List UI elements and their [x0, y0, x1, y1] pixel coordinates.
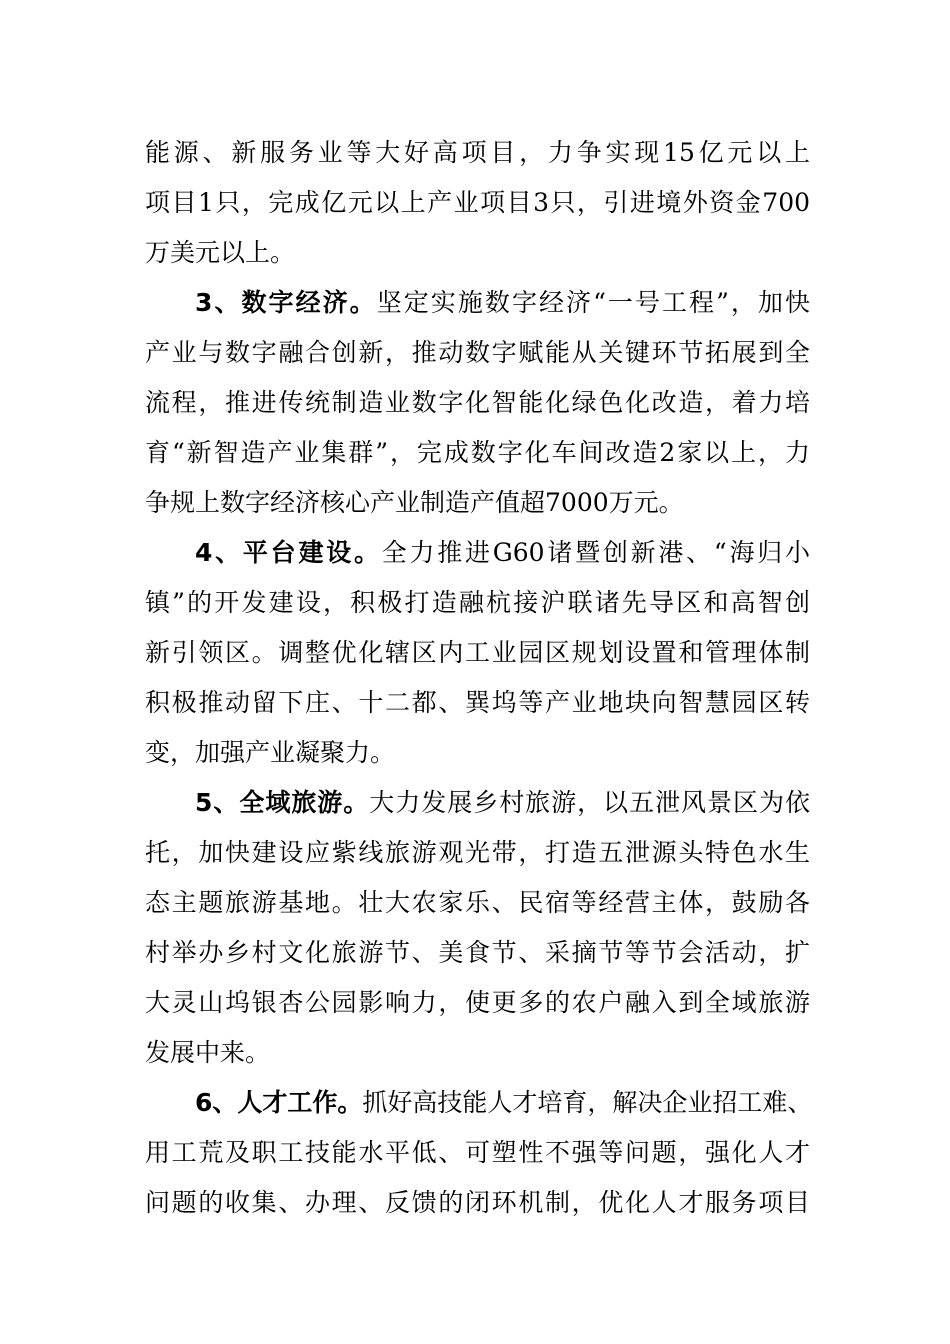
text-line: 发展中来。 — [145, 1038, 271, 1067]
text-line: 产业与数字融合创新，推动数字赋能从关键环节拓展到全 — [145, 338, 810, 367]
text-line: 问题的收集、办理、反馈的闭环机制，优化人才服务项目 — [145, 1188, 810, 1217]
section-heading: 4、平台建设。 — [195, 538, 382, 567]
paragraph-energy — [145, 128, 810, 278]
text-line-body: 抓好高技能人才培育，解决企业招工难、 — [362, 1088, 813, 1117]
paragraph-tourism — [145, 778, 810, 1078]
text-line: 万美元以上。 — [145, 238, 296, 267]
text-line: 积极推动留下庄、十二都、巽坞等产业地块向智慧园区转 — [145, 688, 810, 717]
text-line: 新引领区。调整优化辖区内工业园区规划设置和管理体制 — [145, 638, 810, 667]
paragraph-digital-economy — [145, 278, 810, 528]
text-line: 托，加快建设应紫线旅游观光带，打造五泄源头特色水生 — [145, 838, 810, 867]
text-line: 村举办乡村文化旅游节、美食节、采摘节等节会活动，扩 — [145, 938, 810, 967]
text-line: 镇”的开发建设，积极打造融杭接沪联诸先导区和高智创 — [145, 588, 810, 617]
text-line — [145, 278, 810, 328]
section-heading: 5、全域旅游。 — [195, 788, 370, 817]
text-line-body: 坚定实施数字经济“一号工程”，加快 — [376, 288, 810, 317]
text-line — [145, 1078, 813, 1128]
text-line: 能源、新服务业等大好高项目，力争实现15亿元以上 — [145, 138, 810, 167]
text-line — [145, 528, 810, 578]
section-heading: 6、人才工作。 — [195, 1088, 363, 1117]
section-heading: 3、数字经济。 — [195, 288, 377, 317]
text-line: 项目1只，完成亿元以上产业项目3只，引进境外资金700 — [145, 188, 810, 217]
paragraph-platform — [145, 528, 810, 778]
text-line: 流程，推进传统制造业数字化智能化绿色化改造，着力培 — [145, 388, 810, 417]
document-body — [145, 128, 813, 1228]
text-line-body: 大力发展乡村旅游，以五泄风景区为依 — [369, 788, 810, 817]
text-line: 育“新智造产业集群”，完成数字化车间改造2家以上，力 — [145, 438, 810, 467]
text-line: 大灵山坞银杏公园影响力，使更多的农户融入到全域旅游 — [145, 988, 810, 1017]
text-line: 变，加强产业凝聚力。 — [145, 738, 396, 767]
paragraph-talent — [145, 1078, 813, 1228]
text-line — [145, 778, 810, 828]
text-line-body: 全力推进G60诸暨创新港、“海归小 — [381, 538, 810, 567]
text-line: 用工荒及职工技能水平低、可塑性不强等问题，强化人才 — [145, 1138, 810, 1167]
text-line: 态主题旅游基地。壮大农家乐、民宿等经营主体，鼓励各 — [145, 888, 810, 917]
text-line: 争规上数字经济核心产业制造产值超7000万元。 — [145, 488, 684, 517]
